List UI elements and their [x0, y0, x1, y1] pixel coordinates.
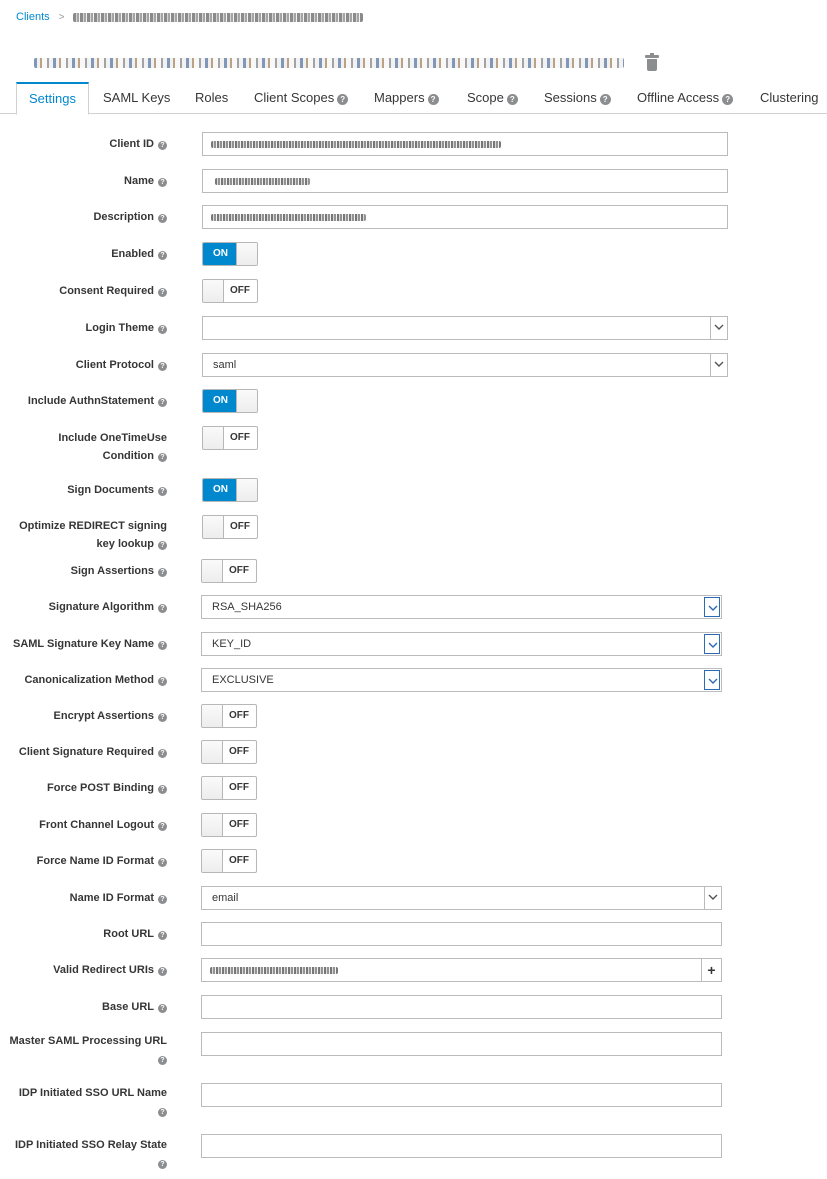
login-theme-select[interactable]: [202, 316, 728, 340]
tab-scope[interactable]: Scope ?: [467, 82, 518, 114]
breadcrumb: [16, 8, 363, 26]
client-id-input[interactable]: [202, 132, 728, 156]
chevron-down-icon: [710, 317, 727, 339]
consent-required-toggle[interactable]: OFF: [202, 279, 258, 303]
add-redirect-uri-button[interactable]: +: [701, 959, 721, 981]
help-icon: ?: [158, 1004, 167, 1013]
help-icon: ?: [158, 288, 167, 297]
help-icon: ?: [158, 895, 167, 904]
tab-roles[interactable]: Roles: [195, 90, 229, 105]
client-signature-required-label: Client Signature Required ?: [19, 746, 167, 758]
client-protocol-value: saml: [213, 359, 237, 371]
page-title-redacted: [34, 58, 624, 68]
chevron-down-icon: [710, 354, 727, 376]
help-icon: ?: [158, 749, 167, 758]
client-protocol-select[interactable]: [202, 353, 728, 377]
optimize-redirect-label: Optimize REDIRECT signing key lookup ?: [19, 520, 167, 550]
chevron-down-icon: [704, 634, 720, 654]
signature-algorithm-label: Signature Algorithm ?: [49, 601, 167, 613]
description-input[interactable]: [202, 205, 728, 229]
name-input[interactable]: [202, 169, 728, 193]
front-channel-logout-toggle[interactable]: OFF: [201, 813, 257, 837]
include-authn-label: Include AuthnStatement ?: [28, 395, 167, 407]
master-saml-input[interactable]: [201, 1032, 722, 1056]
idp-sso-url-name-input[interactable]: [201, 1083, 722, 1107]
name-id-format-label: Name ID Format ?: [70, 892, 167, 904]
help-icon: ?: [337, 94, 348, 105]
help-icon: ?: [158, 214, 167, 223]
help-icon: ?: [158, 487, 167, 496]
valid-redirect-uris-input[interactable]: [201, 958, 722, 982]
help-icon: ?: [158, 568, 167, 577]
breadcrumb-separator: >: [58, 11, 65, 23]
sign-documents-label: Sign Documents ?: [67, 484, 167, 496]
help-icon: ?: [158, 325, 167, 334]
signature-algorithm-value: RSA_SHA256: [212, 601, 282, 613]
login-theme-label: Login Theme ?: [86, 322, 167, 334]
client-id-label: Client ID ?: [109, 138, 167, 150]
canonicalization-label: Canonicalization Method ?: [24, 674, 167, 686]
page-title: [34, 52, 624, 74]
help-icon: ?: [158, 541, 167, 550]
idp-sso-relay-state-input[interactable]: [201, 1134, 722, 1158]
signature-algorithm-select[interactable]: [201, 595, 722, 619]
help-icon: ?: [158, 822, 167, 831]
force-post-binding-label: Force POST Binding ?: [47, 782, 167, 794]
front-channel-logout-label: Front Channel Logout ?: [39, 819, 167, 831]
consent-required-label: Consent Required ?: [59, 285, 167, 297]
chevron-down-icon: [704, 597, 720, 617]
root-url-label: Root URL ?: [103, 928, 167, 940]
help-icon: ?: [158, 931, 167, 940]
tab-bar: [0, 82, 827, 114]
client-protocol-label: Client Protocol ?: [76, 359, 167, 371]
force-name-id-format-label: Force Name ID Format ?: [37, 855, 167, 867]
enabled-toggle[interactable]: ON: [202, 242, 258, 266]
saml-key-name-value: KEY_ID: [212, 638, 252, 650]
help-icon: ?: [600, 94, 611, 105]
help-icon: ?: [158, 967, 167, 976]
help-icon: ?: [158, 677, 167, 686]
include-onetimeuse-toggle[interactable]: OFF: [202, 426, 258, 450]
include-onetimeuse-label: Include OneTimeUse Condition ?: [58, 432, 167, 462]
base-url-label: Base URL ?: [102, 1001, 167, 1013]
help-icon: ?: [158, 641, 167, 650]
tab-sessions[interactable]: Sessions ?: [544, 82, 611, 114]
tab-client-scopes[interactable]: Client Scopes ?: [254, 82, 348, 114]
canonicalization-value: EXCLUSIVE: [212, 674, 274, 686]
idp-sso-relay-state-label: IDP Initiated SSO Relay State ?: [14, 1139, 167, 1168]
help-icon: ?: [158, 178, 167, 187]
trash-icon[interactable]: [645, 55, 659, 71]
help-icon: ?: [158, 713, 167, 722]
optimize-redirect-toggle[interactable]: OFF: [202, 515, 258, 539]
saml-key-name-select[interactable]: [201, 632, 722, 656]
tab-saml-keys[interactable]: SAML Keys: [103, 90, 171, 105]
valid-redirect-uris-label: Valid Redirect URIs ?: [53, 964, 167, 976]
redacted-value: [215, 178, 310, 185]
redacted-value: [210, 967, 338, 974]
canonicalization-select[interactable]: [201, 668, 722, 692]
sign-assertions-label: Sign Assertions ?: [71, 565, 167, 577]
help-icon: ?: [158, 251, 167, 260]
client-signature-required-toggle[interactable]: OFF: [201, 740, 257, 764]
sign-documents-toggle[interactable]: ON: [202, 478, 258, 502]
breadcrumb-clients-link[interactable]: Clients: [16, 11, 50, 23]
help-icon: ?: [158, 858, 167, 867]
force-name-id-format-toggle[interactable]: OFF: [201, 849, 257, 873]
help-icon: ?: [428, 94, 439, 105]
tab-clustering[interactable]: Clustering: [760, 90, 819, 105]
help-icon: ?: [158, 1056, 167, 1065]
master-saml-label: Master SAML Processing URL ?: [9, 1035, 167, 1064]
name-id-format-value: email: [212, 892, 239, 904]
help-icon: ?: [158, 785, 167, 794]
encrypt-assertions-toggle[interactable]: OFF: [201, 704, 257, 728]
chevron-down-icon: [704, 887, 721, 909]
include-authn-toggle[interactable]: ON: [202, 389, 258, 413]
breadcrumb-current-redacted: [73, 13, 363, 22]
help-icon: ?: [722, 94, 733, 105]
sign-assertions-toggle[interactable]: OFF: [201, 559, 257, 583]
help-icon: ?: [158, 604, 167, 613]
help-icon: ?: [507, 94, 518, 105]
help-icon: ?: [158, 398, 167, 407]
description-label: Description ?: [93, 211, 167, 223]
name-label: Name ?: [124, 175, 167, 187]
tab-mappers[interactable]: Mappers ?: [374, 82, 439, 114]
help-icon: ?: [158, 453, 167, 462]
force-post-binding-toggle[interactable]: OFF: [201, 776, 257, 800]
help-icon: ?: [158, 362, 167, 371]
redacted-value: [211, 214, 366, 221]
encrypt-assertions-label: Encrypt Assertions ?: [54, 710, 167, 722]
base-url-input[interactable]: [201, 995, 722, 1019]
help-icon: ?: [158, 1160, 167, 1169]
tab-settings[interactable]: Settings: [16, 82, 89, 115]
name-id-format-select[interactable]: [201, 886, 722, 910]
redacted-value: [211, 141, 501, 148]
help-icon: ?: [158, 141, 167, 150]
help-icon: ?: [158, 1108, 167, 1117]
tab-offline-access[interactable]: Offline Access ?: [637, 82, 733, 114]
root-url-input[interactable]: [201, 922, 722, 946]
saml-key-name-label: SAML Signature Key Name ?: [13, 638, 167, 650]
enabled-label: Enabled ?: [111, 248, 167, 260]
idp-sso-url-name-label: IDP Initiated SSO URL Name ?: [18, 1087, 167, 1116]
chevron-down-icon: [704, 670, 720, 690]
